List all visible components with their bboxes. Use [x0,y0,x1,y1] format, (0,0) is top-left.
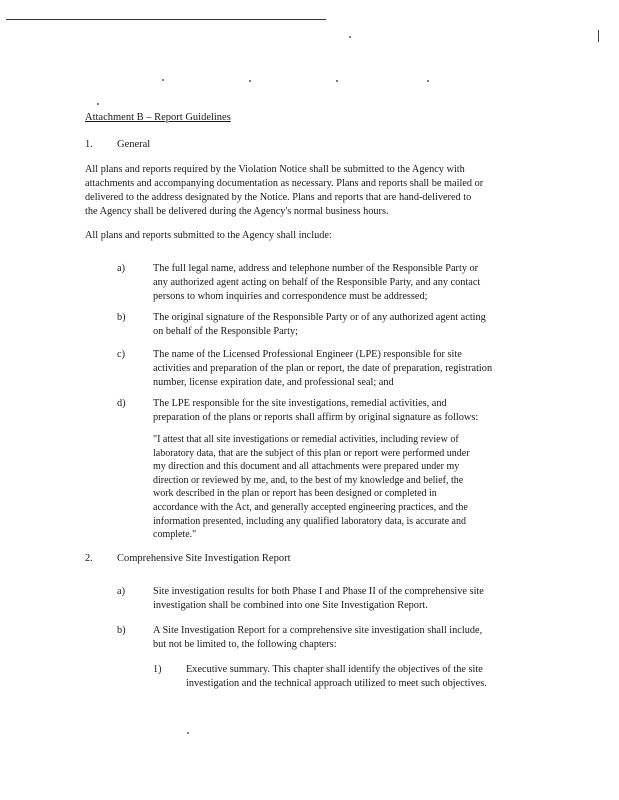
scan-speck [162,79,164,81]
list-item [153,624,482,652]
section-1-paragraph [85,163,483,219]
list-marker: b) [117,625,126,636]
list-item-line: any authorized agent acting on behalf of the Responsible Party, and any contact [153,277,481,288]
list-item-line: The full legal name, address and telephone number of the Responsible Party or [153,263,479,274]
list-item-line: activities and preparation of the plan or report, the date of preparation, registration [153,363,493,374]
list-marker: a) [117,586,125,597]
quote-line: accordance with the Act, and generally accepted engineering practices, and the [153,501,468,513]
section-2-title: Comprehensive Site Investigation Report [117,553,291,564]
paragraph-line: the Agency shall be delivered during the Agency's normal business hours. [85,206,389,217]
quote-line: direction or reviewed by me, and, to the best of my knowledge and belief, the [153,474,464,486]
list-item-line: but not be limited to, the following chapters: [153,639,337,650]
list-item-line: Site investigation results for both Phase I and Phase II of the comprehensive site [153,586,484,597]
attestation-quote [153,433,470,542]
quote-line: work described in the plan or report has been designed or completed in [153,488,437,500]
quote-line: "I attest that all site investigations or remedial activities, including review of [153,434,459,445]
scan-speck [249,80,251,82]
list-item-line: The original signature of the Responsible Party or of any authorized agent acting [153,312,486,323]
sublist-marker: 1) [153,664,162,675]
list-item-line: The name of the Licensed Professional Engineer (LPE) responsible for site [153,349,462,360]
scan-speck [187,732,189,734]
scan-speck [427,80,429,82]
scan-speck [336,80,338,82]
list-item [153,397,478,425]
list-item [153,348,492,390]
paragraph-line: delivered to the address designated by the Notice. Plans and reports that are hand-delivered to [85,192,472,203]
list-item [153,585,484,613]
top-rule [6,19,326,20]
list-item-line: persons to whom inquiries and correspondence must be addressed; [153,291,428,302]
quote-line: information presented, including any qualified laboratory data, is accurate and [153,515,466,527]
list-item-line: A Site Investigation Report for a comprehensive site investigation shall include, [153,625,483,636]
sublist-item [186,663,487,691]
sublist-item-line: investigation and the technical approach utilized to meet such objectives. [186,678,487,689]
quote-line: complete." [153,529,197,541]
list-marker: b) [117,312,126,323]
scan-speck [349,36,351,38]
paragraph-line: attachments and accompanying documentation as necessary. Plans and reports shall be mailed or [85,178,484,189]
section-1-title: General [117,139,151,150]
list-marker: d) [117,398,126,409]
list-item-line: on behalf of the Responsible Party; [153,326,298,337]
section-2-number: 2. [85,553,93,564]
section-1-intro-list: All plans and reports submitted to the Agency shall include: [85,230,332,241]
scan-speck [97,103,99,105]
list-item-line: preparation of the plans or reports shall affirm by original signature as follows: [153,412,479,423]
list-marker: a) [117,263,125,274]
list-marker: c) [117,349,125,360]
section-1-number: 1. [85,139,93,150]
list-item [153,311,486,339]
paragraph-line: All plans and reports required by the Violation Notice shall be submitted to the Agency with [85,164,465,175]
list-item-line: number, license expiration date, and professional seal; and [153,377,394,388]
quote-line: my direction and this document and all attachments were prepared under my [153,461,460,473]
list-item-line: The LPE responsible for the site investigations, remedial activities, and [153,398,447,409]
attachment-title: Attachment B – Report Guidelines [85,112,231,123]
quote-line: laboratory data, that are the subject of this plan or report were performed under [153,447,470,459]
sublist-item-line: Executive summary. This chapter shall identify the objectives of the site [186,664,483,675]
list-item [153,262,480,304]
list-item-line: investigation shall be combined into one Site Investigation Report. [153,600,428,611]
scan-edge-mark [598,30,599,42]
